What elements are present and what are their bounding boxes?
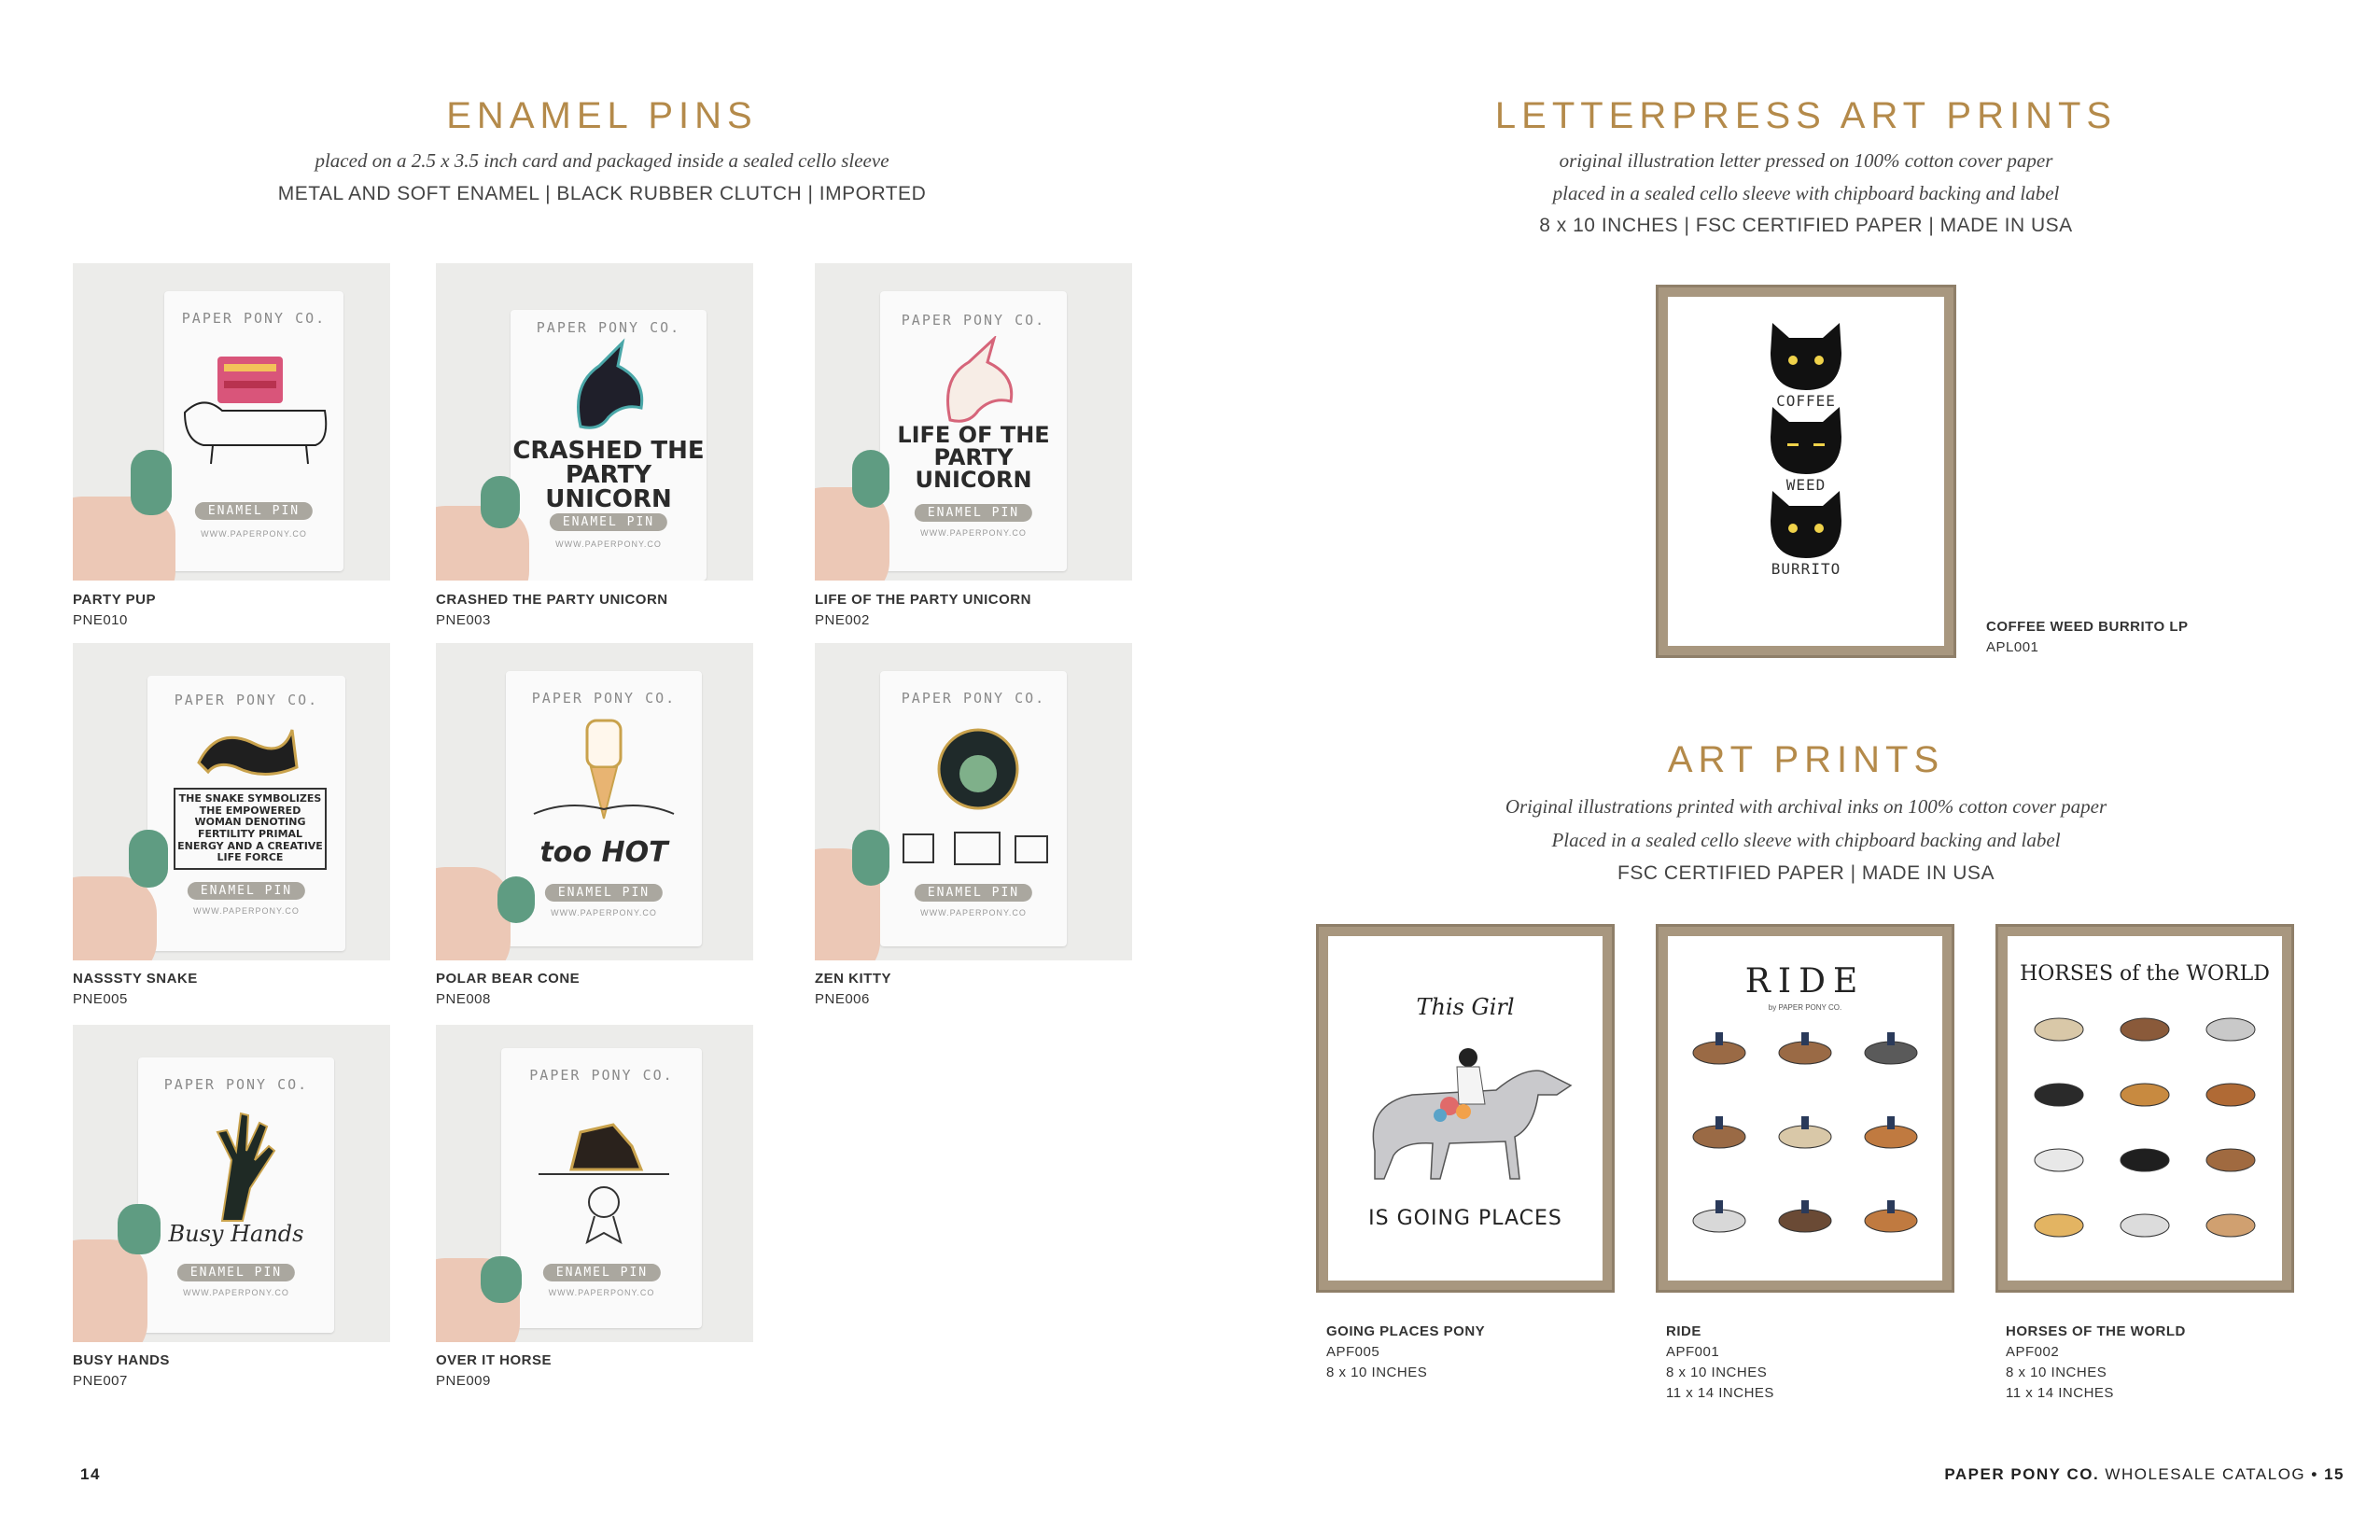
- letterpress-item-name: COFFEE WEED BURRITO LP: [1986, 619, 2189, 635]
- art-print-sku: APF001: [1666, 1344, 1720, 1360]
- print-word-coffee: COFFEE: [1776, 392, 1836, 410]
- pin-sku: PNE009: [436, 1373, 491, 1389]
- card-url: WWW.PAPERPONY.CO: [193, 906, 300, 916]
- card-url: WWW.PAPERPONY.CO: [920, 528, 1027, 538]
- pin-photo-over-it-horse: [436, 1025, 753, 1342]
- art-bottom-text: IS GOING PLACES: [1368, 1207, 1562, 1230]
- party-pup-pin-icon: [166, 338, 343, 469]
- pin-name: OVER IT HORSE: [436, 1352, 553, 1368]
- card-url: WWW.PAPERPONY.CO: [551, 908, 657, 917]
- card-url: WWW.PAPERPONY.CO: [548, 1288, 655, 1297]
- pin-sku: PNE005: [73, 991, 128, 1007]
- card-brand: PAPER PONY CO.: [529, 1067, 674, 1084]
- enamel-pins-subtitle: placed on a 2.5 x 3.5 inch card and packaged inside a sealed cello sleeve: [315, 149, 889, 172]
- nail: [131, 450, 172, 515]
- card-brand: PAPER PONY CO.: [901, 312, 1046, 329]
- busy-hands-pin-icon: [185, 1104, 287, 1225]
- card-badge: ENAMEL PIN: [550, 513, 667, 531]
- art-print-name: GOING PLACES PONY: [1326, 1323, 1486, 1339]
- three-cats-icon: [1668, 297, 1944, 646]
- card-badge: ENAMEL PIN: [188, 882, 305, 900]
- pin-photo-party-pup: [73, 263, 390, 581]
- footer-brand: PAPER PONY CO.: [1944, 1465, 2100, 1483]
- letterpress-specs: 8 x 10 INCHES | FSC CERTIFIED PAPER | MADE IN USA: [1539, 215, 2073, 236]
- black-unicorn-pin-icon: [557, 338, 660, 441]
- card-text: too HOT: [539, 836, 668, 869]
- pin-name: NASSSTY SNAKE: [73, 971, 198, 987]
- art-print-size-1: 8 x 10 INCHES: [2006, 1365, 2107, 1380]
- pin-name: CRASHED THE PARTY UNICORN: [436, 592, 668, 608]
- art-print-size-2: 11 x 14 INCHES: [2006, 1385, 2114, 1401]
- card-brand: PAPER PONY CO.: [174, 692, 319, 708]
- zen-kitty-pin-icon: [899, 722, 1057, 872]
- white-unicorn-pin-icon: [927, 336, 1029, 429]
- pin-photo-crashed-party-unicorn: [436, 263, 753, 581]
- card-badge: ENAMEL PIN: [177, 1264, 295, 1281]
- nail: [852, 450, 889, 508]
- card-text: Busy Hands: [168, 1221, 304, 1247]
- card-text: LIFE OF THE PARTY UNICORN: [897, 422, 1050, 493]
- art-print-size-1: 8 x 10 INCHES: [1326, 1365, 1428, 1380]
- enamel-pins-title: ENAMEL PINS: [446, 95, 758, 136]
- nail: [481, 1256, 522, 1303]
- enamel-pins-specs: METAL AND SOFT ENAMEL | BLACK RUBBER CLUTCH | IMPORTED: [277, 183, 927, 204]
- print-mat: [1328, 936, 1603, 1281]
- art-top-text: HORSES of the WORLD: [2020, 962, 2270, 986]
- pin-sku: PNE006: [815, 991, 870, 1007]
- art-prints-title: ART PRINTS: [1667, 739, 1945, 780]
- horse-breeds-grid-icon: [2022, 1001, 2268, 1272]
- art-prints-specs: FSC CERTIFIED PAPER | MADE IN USA: [1617, 862, 1995, 884]
- card-badge: ENAMEL PIN: [915, 884, 1032, 902]
- nail: [118, 1204, 161, 1254]
- card-url: WWW.PAPERPONY.CO: [555, 539, 662, 549]
- nail: [129, 830, 168, 888]
- card-url: WWW.PAPERPONY.CO: [183, 1288, 289, 1297]
- card-brand: PAPER PONY CO.: [163, 1076, 309, 1093]
- riders-grid-icon: [1682, 1025, 1928, 1267]
- letterpress-frame: [1656, 285, 1956, 658]
- letterpress-subtitle-1: original illustration letter pressed on 100% cotton cover paper: [1559, 149, 2053, 172]
- pin-photo-polar-bear-cone: [436, 643, 753, 960]
- art-prints-subtitle-2: Placed in a sealed cello sleeve with chipboard backing and label: [1551, 829, 2061, 851]
- page-number-right: 15: [2324, 1465, 2345, 1483]
- pin-sku: PNE007: [73, 1373, 128, 1389]
- art-print-size-1: 8 x 10 INCHES: [1666, 1365, 1768, 1380]
- footer-right: [1944, 1465, 2345, 1484]
- page-number-left: 14: [80, 1465, 101, 1483]
- card-badge: ENAMEL PIN: [545, 884, 663, 902]
- pin-name: ZEN KITTY: [815, 971, 891, 987]
- art-prints-subtitle-1: Original illustrations printed with archival inks on 100% cotton cover paper: [1505, 795, 2107, 818]
- card-brand: PAPER PONY CO.: [531, 690, 677, 707]
- nail: [497, 876, 535, 923]
- print-mat: [1668, 936, 1942, 1281]
- card-badge: ENAMEL PIN: [195, 502, 313, 520]
- art-top-text: This Girl: [1416, 994, 1515, 1020]
- card-brand: PAPER PONY CO.: [181, 310, 327, 327]
- pin-photo-busy-hands: [73, 1025, 390, 1342]
- print-word-weed: WEED: [1785, 476, 1827, 494]
- art-print-name: HORSES OF THE WORLD: [2006, 1323, 2186, 1339]
- card-badge: ENAMEL PIN: [543, 1264, 661, 1281]
- letterpress-title: LETTERPRESS ART PRINTS: [1494, 95, 2118, 136]
- polar-bear-cone-pin-icon: [529, 716, 679, 837]
- art-print-size-2: 11 x 14 INCHES: [1666, 1385, 1774, 1401]
- footer-separator: •: [2311, 1465, 2318, 1483]
- card-text: THE SNAKE SYMBOLIZES THE EMPOWERED WOMAN DENOTING FERTILITY PRIMAL ENERGY AND A CREATIVE LIFE FORCE: [174, 788, 327, 870]
- pin-sku: PNE002: [815, 612, 870, 628]
- footer-text: WHOLESALE CATALOG: [2105, 1465, 2306, 1483]
- pin-photo-zen-kitty: [815, 643, 1132, 960]
- print-mat: [1668, 297, 1944, 646]
- nail: [852, 830, 889, 886]
- letterpress-subtitle-2: placed in a sealed cello sleeve with chipboard backing and label: [1552, 182, 2060, 204]
- hand: [73, 1239, 147, 1342]
- pin-name: POLAR BEAR CONE: [436, 971, 581, 987]
- pin-name: BUSY HANDS: [73, 1352, 170, 1368]
- pin-sku: PNE008: [436, 991, 491, 1007]
- pin-name: LIFE OF THE PARTY UNICORN: [815, 592, 1031, 608]
- ride-frame: [1656, 924, 1954, 1293]
- art-top-text: RIDE: [1744, 962, 1866, 1001]
- art-print-name: RIDE: [1666, 1323, 1701, 1339]
- pin-name: PARTY PUP: [73, 592, 156, 608]
- art-by-text: by PAPER PONY CO.: [1768, 1003, 1842, 1012]
- pin-photo-nassty-snake: [73, 643, 390, 960]
- card-url: WWW.PAPERPONY.CO: [201, 529, 307, 539]
- art-print-sku: APF005: [1326, 1344, 1380, 1360]
- snake-pin-icon: [189, 716, 301, 781]
- over-it-horse-pin-icon: [529, 1104, 679, 1244]
- pin-sku: PNE010: [73, 612, 128, 628]
- card-text: CRASHED THE PARTY UNICORN: [512, 437, 705, 513]
- card-url: WWW.PAPERPONY.CO: [920, 908, 1027, 917]
- card-brand: PAPER PONY CO.: [901, 690, 1046, 707]
- nail: [481, 476, 520, 528]
- letterpress-item-sku: APL001: [1986, 639, 2039, 655]
- card-badge: ENAMEL PIN: [915, 504, 1032, 522]
- art-print-sku: APF002: [2006, 1344, 2060, 1360]
- horses-world-frame: [1995, 924, 2294, 1293]
- horse-rider-icon: [1347, 1039, 1589, 1188]
- print-mat: [2008, 936, 2282, 1281]
- hand: [73, 876, 157, 960]
- pin-photo-life-party-unicorn: [815, 263, 1132, 581]
- card-brand: PAPER PONY CO.: [536, 319, 681, 336]
- print-word-burrito: BURRITO: [1771, 560, 1841, 578]
- pin-sku: PNE003: [436, 612, 491, 628]
- going-places-frame: [1316, 924, 1615, 1293]
